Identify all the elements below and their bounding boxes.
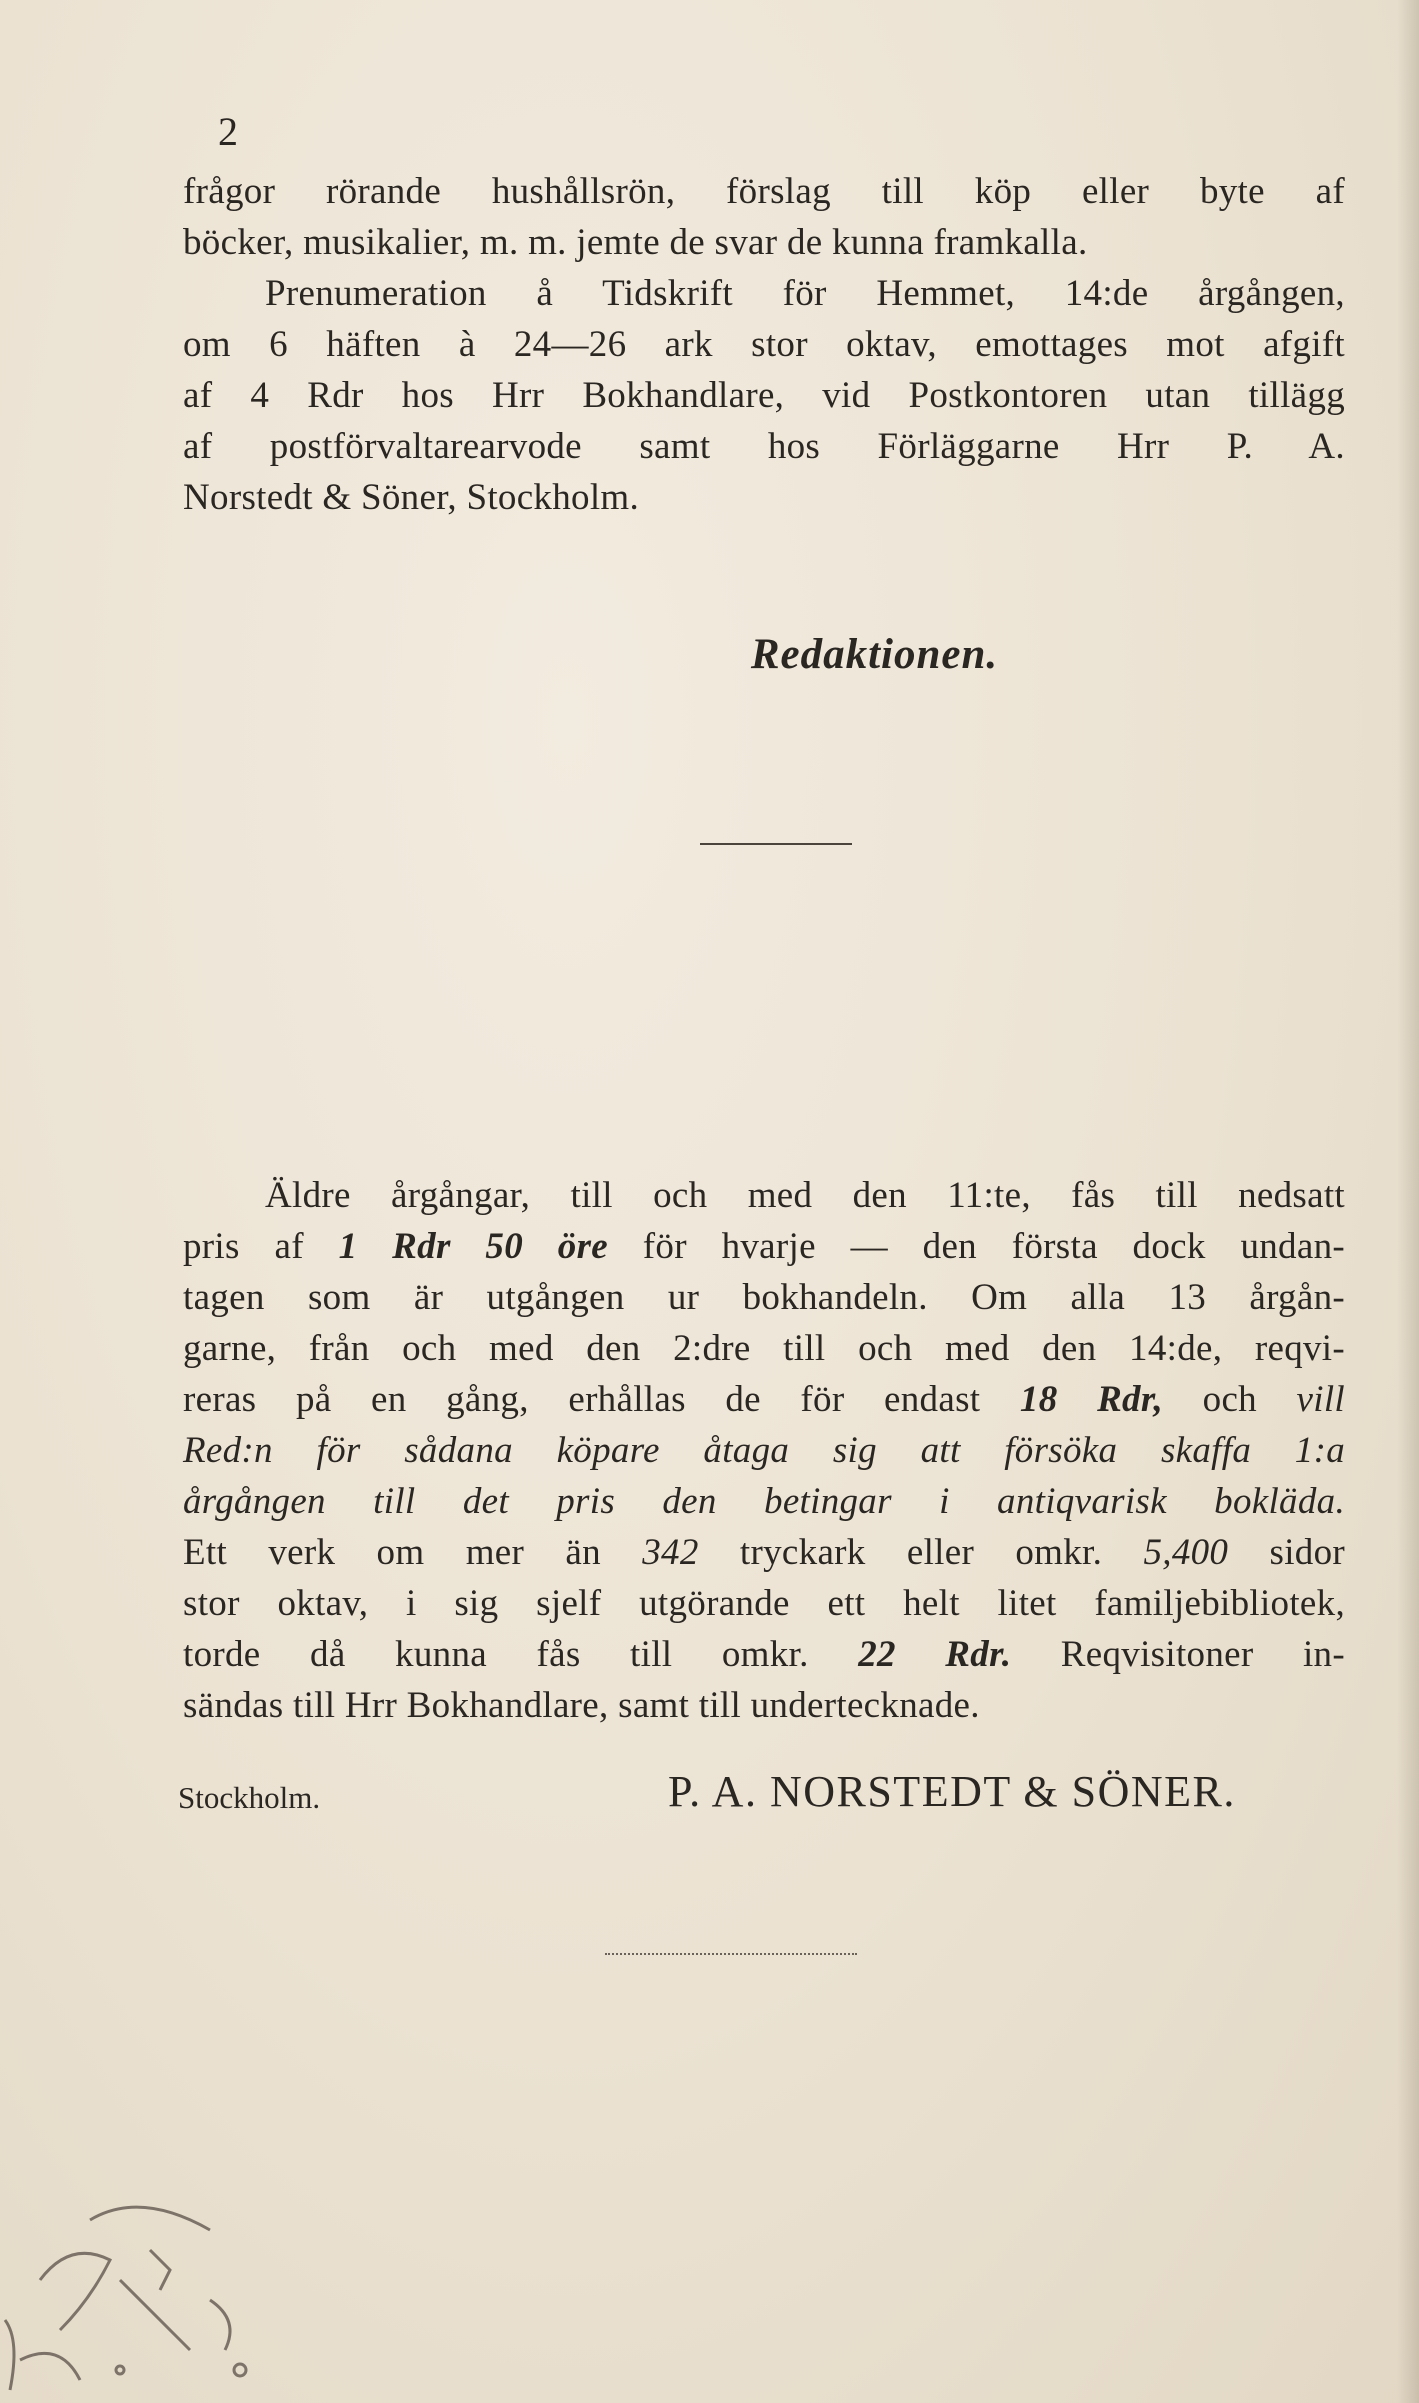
text-line: frågor rörande hushållsrön, förslag till köp eller byte af	[183, 171, 1345, 212]
text-run: reras på en gång, erhållas de för endast	[183, 1379, 1020, 1420]
signature-redaktionen: Redaktionen.	[750, 631, 999, 678]
text-line: tagen som är utgången ur bokhandeln. Om alla 13 årgån-	[183, 1277, 1345, 1318]
text-line: af 4 Rdr hos Hrr Bokhandlare, vid Postkontoren utan tillägg	[183, 375, 1345, 416]
text-line: af postförvaltarearvode samt hos Förläggarne Hrr P. A.	[183, 426, 1345, 467]
text-line	[183, 1221, 1345, 1272]
text-line: garne, från och med den 2:dre till och med den 14:de, reqvi-	[183, 1328, 1345, 1369]
text-line: Prenumeration å Tidskrift för Hemmet, 14:de årgången,	[265, 273, 1345, 314]
text-line: Red:n för sådana köpare åtaga sig att försöka skaffa 1:a	[183, 1430, 1345, 1471]
page-edge-shadow	[1397, 0, 1419, 2403]
text-run: pris af	[183, 1226, 339, 1267]
text-line: sändas till Hrr Bokhandlare, samt till undertecknade.	[183, 1685, 980, 1726]
price-emphasis: 22 Rdr.	[858, 1634, 1012, 1675]
text-run: tryckark eller omkr.	[698, 1532, 1144, 1573]
section-divider	[700, 843, 852, 845]
text-line: Äldre årgångar, till och med den 11:te, fås till nedsatt	[265, 1175, 1345, 1216]
text-run: Ett verk om mer än	[183, 1532, 643, 1573]
page-number: 2	[218, 109, 238, 154]
text-run: Reqvisitoner in-	[1011, 1634, 1345, 1675]
intro-paragraph	[183, 166, 1345, 523]
text-line: årgången till det pris den betingar i antiqvarisk bokläda.	[183, 1481, 1345, 1522]
publisher-name: P. A. NORSTEDT & SÖNER.	[668, 1767, 1236, 1816]
text-line: böcker, musikalier, m. m. jemte de svar de kunna framkalla.	[183, 222, 1088, 263]
italic-number: 342	[642, 1532, 699, 1573]
text-line: stor oktav, i sig sjelf utgörande ett helt litet familjebibliotek,	[183, 1583, 1345, 1624]
text-line: om 6 häften à 24—26 ark stor oktav, emottages mot afgift	[183, 324, 1345, 365]
italic-run: vill	[1296, 1379, 1345, 1420]
text-run: sidor	[1228, 1532, 1345, 1573]
imprint-row	[178, 1766, 1288, 1826]
place-name: Stockholm.	[178, 1780, 321, 1815]
text-line: Norstedt & Söner, Stockholm.	[183, 477, 640, 518]
notice-paragraph	[183, 1170, 1345, 1731]
text-run: och	[1163, 1379, 1297, 1420]
text-line	[183, 1629, 1345, 1680]
text-line	[183, 1374, 1345, 1425]
text-line	[183, 1527, 1345, 1578]
text-run: för hvarje — den första dock undan-	[608, 1226, 1345, 1267]
price-emphasis: 1 Rdr 50 öre	[338, 1226, 608, 1267]
text-run: torde då kunna fås till omkr.	[183, 1634, 859, 1675]
price-emphasis: 18 Rdr,	[1019, 1379, 1164, 1420]
stamp-ornament-icon	[0, 2190, 280, 2403]
closing-divider	[605, 1953, 857, 1955]
italic-number: 5,400	[1143, 1532, 1229, 1573]
